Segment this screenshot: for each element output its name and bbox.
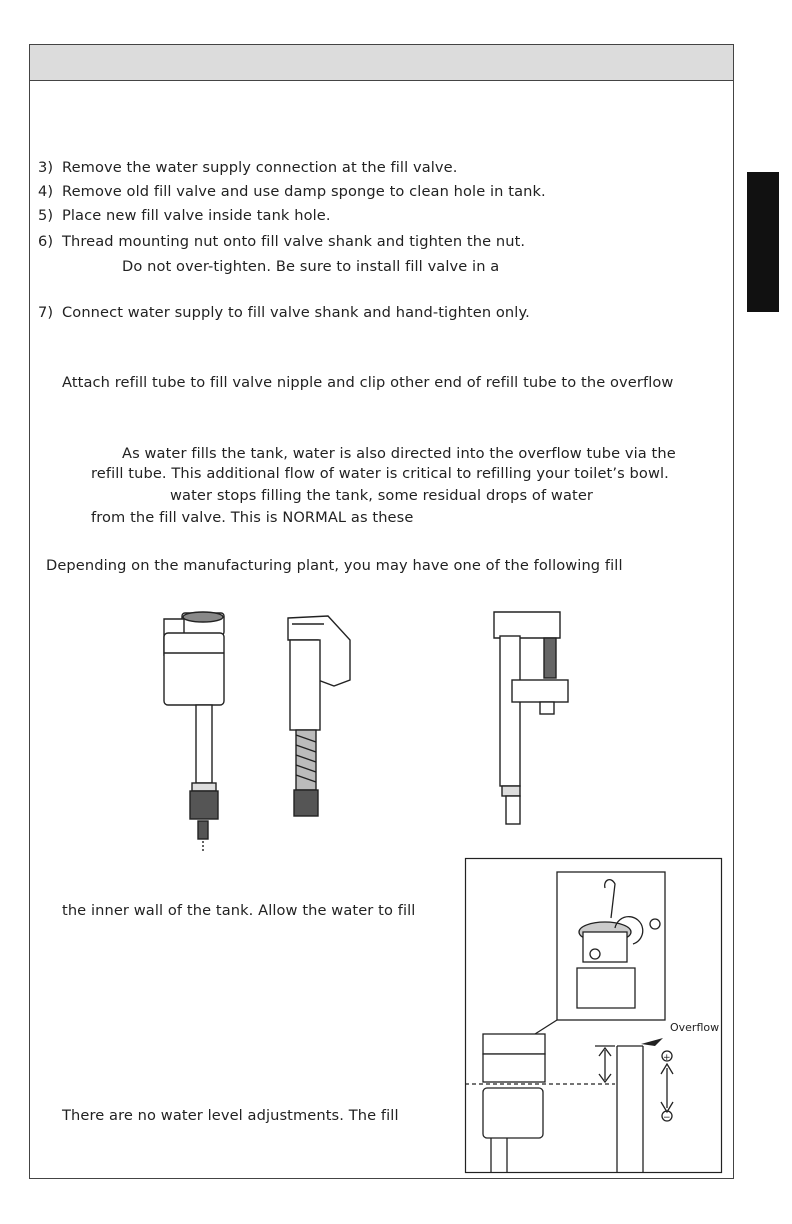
- step-6-number: 6): [38, 233, 54, 250]
- manufacturing-plant-text: Depending on the manufacturing plant, you may have one of the following fill: [46, 557, 623, 574]
- fill-valve-a-illustration: [150, 605, 250, 860]
- note-line-1: As water fills the tank, water is also directed into the overflow tube via the: [122, 445, 676, 462]
- note-line-3: water stops filling the tank, some residual drops of water: [170, 487, 594, 504]
- note-line-2: refill tube. This additional flow of water is critical to refilling your toilet’s bowl.: [91, 465, 669, 482]
- no-adjustments-text: There are no water level adjustments. The fill: [62, 1107, 399, 1124]
- plus-sign-icon: +: [663, 1053, 671, 1063]
- step-7-text: Connect water supply to fill valve shank and hand-tighten only.: [62, 304, 530, 321]
- step-6-text: Thread mounting nut onto fill valve shank and tighten the nut.: [62, 233, 526, 250]
- step-4-text: Remove old fill valve and use damp sponge to clean hole in tank.: [62, 183, 546, 200]
- step-6-note: Do not over-tighten. Be sure to install fill valve in a: [122, 258, 500, 275]
- step-5-number: 5): [38, 207, 54, 224]
- note-line-4: from the fill valve. This is NORMAL as these: [91, 509, 414, 526]
- step-7-number: 7): [38, 304, 54, 321]
- section-side-tab: [747, 172, 779, 312]
- fill-valve-b-illustration: [278, 610, 368, 820]
- step-3-text: Remove the water supply connection at the fill valve.: [62, 159, 458, 176]
- inner-wall-text: the inner wall of the tank. Allow the water to fill: [62, 902, 416, 919]
- water-level-figure: [465, 858, 723, 1174]
- section-header-bar: [30, 45, 733, 81]
- overflow-label: Overflow: [670, 1021, 720, 1034]
- fill-valve-c-illustration: [490, 608, 580, 828]
- minus-sign-icon: −: [663, 1113, 671, 1123]
- step-3-number: 3): [38, 159, 54, 176]
- refill-instruction: Attach refill tube to fill valve nipple and clip other end of refill tube to the overflow: [62, 374, 674, 391]
- step-5-text: Place new fill valve inside tank hole.: [62, 207, 331, 224]
- step-4-number: 4): [38, 183, 54, 200]
